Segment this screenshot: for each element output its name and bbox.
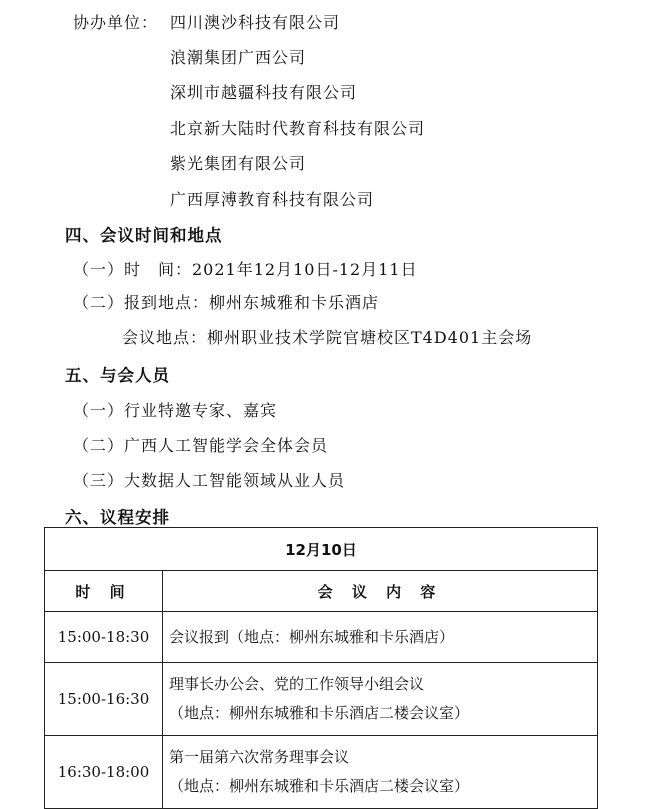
table-row (45, 736, 598, 809)
agenda-content (163, 663, 598, 736)
agenda-content-line: （地点：柳州东城雅和卡乐酒店二楼会议室） (169, 777, 470, 795)
cosponsor-item: 北京新大陆时代教育科技有限公司 (170, 119, 426, 138)
agenda-content (163, 736, 598, 809)
column-header-time: 时 间 (45, 571, 163, 612)
meeting-venue: 会议地点：柳州职业技术学院官塘校区T4D401主会场 (122, 328, 533, 347)
cosponsor-item: 浪潮集团广西公司 (170, 48, 307, 67)
cosponsor-item: 紫光集团有限公司 (170, 154, 307, 173)
agenda-time: 15:00-16:30 (45, 663, 163, 736)
agenda-date: 12月10日 (45, 528, 598, 571)
agenda-content-line: 会议报到（地点：柳州东城雅和卡乐酒店） (169, 627, 455, 646)
cosponsor-item: 四川澳沙科技有限公司 (170, 13, 341, 32)
meeting-time: （一）时 间：2021年12月10日-12月11日 (73, 260, 418, 279)
cosponsor-item: 广西厚溥教育科技有限公司 (170, 190, 375, 209)
section-5-title: 五、与会人员 (65, 366, 170, 385)
cosponsor-item: 深圳市越疆科技有限公司 (170, 83, 358, 102)
agenda-time: 15:00-18:30 (45, 612, 163, 663)
agenda-content-line: （地点：柳州东城雅和卡乐酒店二楼会议室） (169, 704, 470, 722)
agenda-time: 16:30-18:00 (45, 736, 163, 809)
table-row (45, 612, 598, 663)
column-header-content: 会 议 内 容 (163, 571, 598, 612)
attendee-item: （二）广西人工智能学会全体会员 (73, 436, 329, 455)
table-row (45, 663, 598, 736)
agenda-content-line: 理事长办公会、党的工作领导小组会议 (169, 675, 425, 693)
attendee-item: （三）大数据人工智能领域从业人员 (73, 471, 346, 490)
section-4-title: 四、会议时间和地点 (65, 226, 223, 245)
section-6-title: 六、议程安排 (65, 508, 170, 527)
agenda-table (44, 527, 598, 809)
checkin-location: （二）报到地点：柳州东城雅和卡乐酒店 (73, 293, 380, 312)
agenda-content-line: 第一届第六次常务理事会议 (169, 748, 350, 766)
cosponsor-label: 协办单位： (73, 13, 159, 32)
attendee-item: （一）行业特邀专家、嘉宾 (73, 401, 278, 420)
agenda-content (163, 612, 598, 663)
